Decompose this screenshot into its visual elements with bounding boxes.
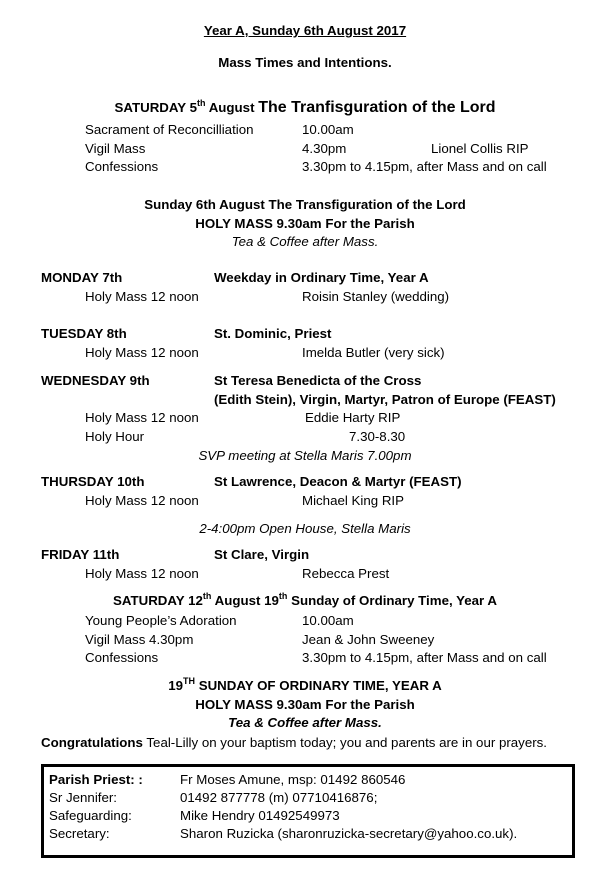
congratulations-note bbox=[41, 735, 547, 751]
wednesday-holy-hour-time: 7.30-8.30 bbox=[349, 429, 406, 444]
saturday-row-label: Sacrament of Reconcilliation bbox=[85, 122, 254, 137]
sunday2-heading bbox=[0, 678, 610, 694]
wednesday-feast-2: (Edith Stein), Virgin, Martyr, Patron of Europe (FEAST) bbox=[214, 392, 556, 407]
tuesday-feast: St. Dominic, Priest bbox=[214, 326, 332, 341]
saturday2-row-label: Confessions bbox=[85, 650, 159, 665]
sunday-line-1: Sunday 6th August The Transfiguration of the Lord bbox=[144, 197, 466, 212]
saturday-row-time: 10.00am bbox=[302, 122, 354, 137]
thursday-note: 2-4:00pm Open House, Stella Maris bbox=[199, 521, 411, 536]
friday-day: FRIDAY 11th bbox=[41, 547, 120, 562]
saturday2-part-2: August 19 bbox=[211, 593, 279, 608]
monday-mass: Holy Mass 12 noon bbox=[85, 289, 199, 304]
monday-feast: Weekday in Ordinary Time, Year A bbox=[214, 270, 429, 285]
saturday2-heading bbox=[0, 593, 610, 609]
saturday-row-time: 4.30pm bbox=[302, 141, 347, 156]
thursday-feast: St Lawrence, Deacon & Martyr (FEAST) bbox=[214, 474, 462, 489]
saturday2-part-3: Sunday of Ordinary Time, Year A bbox=[287, 593, 498, 608]
contact-label-safeguarding: Safeguarding: bbox=[49, 808, 132, 823]
monday-day: MONDAY 7th bbox=[41, 270, 123, 285]
tuesday-mass: Holy Mass 12 noon bbox=[85, 345, 199, 360]
saturday-month: August bbox=[205, 100, 259, 115]
saturday-row-label: Confessions bbox=[85, 159, 159, 174]
saturday-row-label: Vigil Mass bbox=[85, 141, 146, 156]
saturday2-row-value: 10.00am bbox=[302, 613, 354, 628]
saturday-row-time: 3.30pm to 4.15pm, after Mass and on call bbox=[302, 159, 547, 174]
wednesday-mass: Holy Mass 12 noon bbox=[85, 410, 199, 425]
sunday2-part-2: SUNDAY OF ORDINARY TIME, YEAR A bbox=[195, 678, 442, 693]
monday-intention: Roisin Stanley (wedding) bbox=[302, 289, 450, 304]
saturday2-row-label: Young People’s Adoration bbox=[85, 613, 237, 628]
sunday2-line-3: Tea & Coffee after Mass. bbox=[228, 715, 382, 730]
tuesday-day: TUESDAY 8th bbox=[41, 326, 127, 341]
saturday2-sup-1: th bbox=[202, 591, 212, 601]
bulletin-title: Year A, Sunday 6th August 2017 bbox=[203, 23, 407, 38]
saturday-day-suffix: th bbox=[197, 98, 206, 108]
saturday2-row-value: Jean & John Sweeney bbox=[302, 632, 435, 647]
friday-mass: Holy Mass 12 noon bbox=[85, 566, 199, 581]
wednesday-feast-1: St Teresa Benedicta of the Cross bbox=[214, 373, 422, 388]
thursday-day: THURSDAY 10th bbox=[41, 474, 145, 489]
friday-feast: St Clare, Virgin bbox=[214, 547, 310, 562]
wednesday-holy-hour: Holy Hour bbox=[85, 429, 145, 444]
contact-label-secretary: Secretary: bbox=[49, 826, 110, 841]
saturday2-row-label: Vigil Mass 4.30pm bbox=[85, 632, 194, 647]
friday-intention: Rebecca Prest bbox=[302, 566, 390, 581]
thursday-intention: Michael King RIP bbox=[302, 493, 404, 508]
sunday-line-3: Tea & Coffee after Mass. bbox=[231, 234, 379, 249]
wednesday-note: SVP meeting at Stella Maris 7.00pm bbox=[198, 448, 412, 463]
wednesday-day: WEDNESDAY 9th bbox=[41, 373, 150, 388]
bulletin-subtitle: Mass Times and Intentions. bbox=[218, 55, 392, 70]
congratulations-label: Congratulations bbox=[41, 735, 143, 750]
contact-value-parish-priest: Fr Moses Amune, msp: 01492 860546 bbox=[180, 772, 406, 787]
sunday2-part-1: 19 bbox=[168, 678, 183, 693]
sunday2-line-2: HOLY MASS 9.30am For the Parish bbox=[195, 697, 415, 712]
sunday-line-2: HOLY MASS 9.30am For the Parish bbox=[195, 216, 415, 231]
contact-label-sr-jennifer: Sr Jennifer: bbox=[49, 790, 117, 805]
contact-value-sr-jennifer: 01492 877778 (m) 07710416876; bbox=[180, 790, 378, 805]
saturday-day: SATURDAY 5 bbox=[114, 100, 197, 115]
congratulations-text: Teal-Lilly on your baptism today; you and parents are in our prayers. bbox=[142, 735, 548, 750]
contact-label-parish-priest: Parish Priest: : bbox=[49, 772, 143, 787]
thursday-mass: Holy Mass 12 noon bbox=[85, 493, 199, 508]
contact-value-secretary: Sharon Ruzicka (sharonruzicka-secretary@yahoo.co.uk). bbox=[180, 826, 518, 841]
saturday2-sup-2: th bbox=[278, 591, 288, 601]
wednesday-intention: Eddie Harty RIP bbox=[305, 410, 401, 425]
saturday-row-intention: Lionel Collis RIP bbox=[431, 141, 529, 156]
contact-value-safeguarding: Mike Hendry 01492549973 bbox=[180, 808, 340, 823]
sunday2-sup: TH bbox=[183, 676, 195, 686]
saturday-feast: The Tranfisguration of the Lord bbox=[258, 99, 496, 116]
saturday2-row-value: 3.30pm to 4.15pm, after Mass and on call bbox=[302, 650, 547, 665]
tuesday-intention: Imelda Butler (very sick) bbox=[302, 345, 445, 360]
saturday2-part-1: SATURDAY 12 bbox=[112, 593, 203, 608]
saturday-heading bbox=[0, 100, 610, 116]
